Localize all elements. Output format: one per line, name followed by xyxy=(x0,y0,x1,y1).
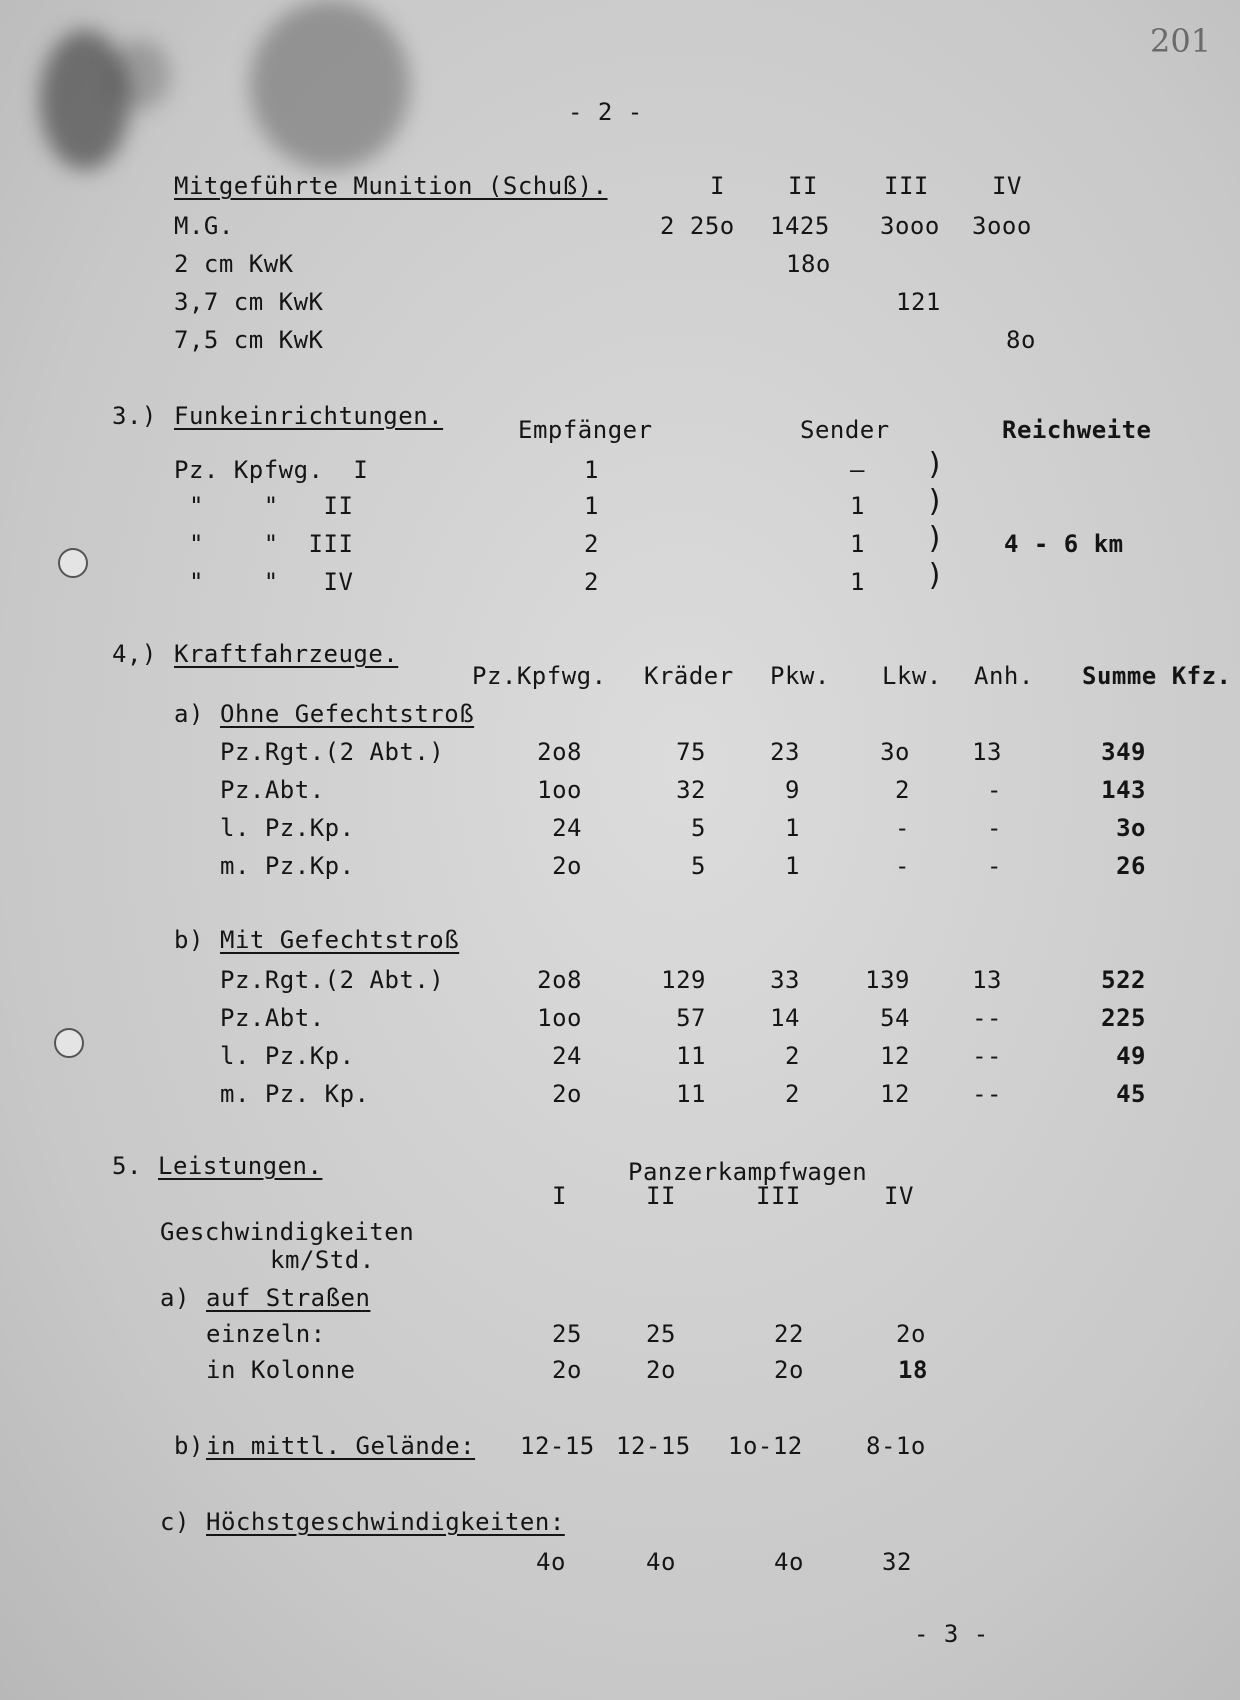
performance-col-header: III xyxy=(756,1182,801,1210)
radio-sender-count: 1 xyxy=(850,530,865,558)
vehicle-count-cell: 12 xyxy=(880,1080,910,1108)
ammo-value: 8o xyxy=(1006,326,1036,354)
vehicle-count-cell: 3o xyxy=(880,738,910,766)
vehicles-section-number: 4,) xyxy=(112,640,157,668)
performance-section-number: 5. xyxy=(112,1152,142,1180)
vehicle-count-cell: 1 xyxy=(785,814,800,842)
speed-a-title: auf Straßen xyxy=(206,1284,371,1312)
vehicle-count-cell: - xyxy=(987,852,1002,880)
vehicle-count-cell: 75 xyxy=(676,738,706,766)
speed-value: 8-1o xyxy=(866,1432,926,1460)
performance-title: Leistungen. xyxy=(158,1152,323,1180)
speed-row-label: in Kolonne xyxy=(206,1356,356,1384)
vehicle-count-cell: 45 xyxy=(1116,1080,1146,1108)
punch-hole xyxy=(54,1028,84,1058)
vehicles-title: Kraftfahrzeuge. xyxy=(174,640,399,668)
vehicles-header: Kräder xyxy=(644,662,734,690)
vehicle-count-cell: 14 xyxy=(770,1004,800,1032)
speed-c-label: c) xyxy=(160,1508,190,1536)
vehicle-count-cell: 23 xyxy=(770,738,800,766)
vehicle-count-cell: 349 xyxy=(1101,738,1146,766)
ammo-value: 2 25o xyxy=(660,212,735,240)
vehicle-count-cell: 3o xyxy=(1116,814,1146,842)
speed-value: 2o xyxy=(896,1320,926,1348)
radio-range-value: 4 - 6 km xyxy=(1004,530,1124,558)
vehicle-row-label: Pz.Rgt.(2 Abt.) xyxy=(220,738,445,766)
radio-row-label: " " IV xyxy=(174,568,354,596)
speed-value: 22 xyxy=(774,1320,804,1348)
vehicle-count-cell: 1oo xyxy=(537,776,582,804)
vehicle-count-cell: -- xyxy=(972,1042,1002,1070)
group-a-label: a) xyxy=(174,700,204,728)
radio-receiver-count: 1 xyxy=(584,492,599,520)
vehicle-row-label: l. Pz.Kp. xyxy=(220,814,355,842)
radio-brace: ) xyxy=(926,558,945,593)
radio-brace: ) xyxy=(926,521,945,556)
speed-label: Geschwindigkeiten xyxy=(160,1218,415,1246)
radio-row-label: " " III xyxy=(174,530,354,558)
radio-receiver-count: 2 xyxy=(584,530,599,558)
radio-brace: ) xyxy=(926,447,945,482)
speed-b-title: in mittl. Gelände: xyxy=(206,1432,476,1460)
vehicle-count-cell: - xyxy=(895,852,910,880)
vehicle-count-cell: 2 xyxy=(895,776,910,804)
speed-value: 18 xyxy=(898,1356,928,1384)
vehicle-count-cell: 2o xyxy=(552,1080,582,1108)
vehicle-count-cell: - xyxy=(987,776,1002,804)
performance-col-header: I xyxy=(552,1182,567,1210)
performance-col-header: IV xyxy=(884,1182,914,1210)
radio-header-range: Reichweite xyxy=(1002,416,1152,444)
vehicle-count-cell: 2 xyxy=(785,1042,800,1070)
radio-header-sender: Sender xyxy=(800,416,890,444)
group-a-title: Ohne Gefechtstroß xyxy=(220,700,475,728)
speed-value: 4o xyxy=(536,1548,566,1576)
punch-hole xyxy=(58,548,88,578)
vehicle-row-label: m. Pz. Kp. xyxy=(220,1080,370,1108)
vehicle-count-cell: - xyxy=(895,814,910,842)
archive-stamp-number: 201 xyxy=(1150,22,1212,60)
ammo-value: 3ooo xyxy=(972,212,1032,240)
vehicle-count-cell: -- xyxy=(972,1080,1002,1108)
ammo-col-header: III xyxy=(884,172,929,200)
vehicles-header: Summe Kfz. xyxy=(1082,662,1232,690)
vehicle-count-cell: 9 xyxy=(785,776,800,804)
radio-title: Funkeinrichtungen. xyxy=(174,402,444,430)
vehicle-row-label: Pz.Abt. xyxy=(220,1004,325,1032)
speed-value: 2o xyxy=(646,1356,676,1384)
ammo-title: Mitgeführte Munition (Schuß). xyxy=(174,172,608,200)
vehicle-row-label: m. Pz.Kp. xyxy=(220,852,355,880)
vehicles-header: Lkw. xyxy=(882,662,942,690)
vehicle-row-label: Pz.Rgt.(2 Abt.) xyxy=(220,966,445,994)
vehicle-count-cell: -- xyxy=(972,1004,1002,1032)
speed-value: 25 xyxy=(646,1320,676,1348)
page-number-top: - 2 - xyxy=(568,98,643,126)
page-number-bottom: - 3 - xyxy=(914,1620,989,1648)
vehicle-count-cell: 13 xyxy=(972,738,1002,766)
vehicle-count-cell: 57 xyxy=(676,1004,706,1032)
vehicle-count-cell: 5 xyxy=(691,852,706,880)
vehicle-count-cell: 24 xyxy=(552,1042,582,1070)
vehicles-header: Pkw. xyxy=(770,662,830,690)
ammo-row-label: 3,7 cm KwK xyxy=(174,288,324,316)
performance-col-header: II xyxy=(646,1182,676,1210)
radio-header-receiver: Empfänger xyxy=(518,416,653,444)
radio-sender-count: 1 xyxy=(850,568,865,596)
speed-value: 25 xyxy=(552,1320,582,1348)
performance-group-header: Panzerkampfwagen xyxy=(628,1158,868,1186)
vehicle-count-cell: 2o8 xyxy=(537,966,582,994)
group-b-label: b) xyxy=(174,926,204,954)
radio-receiver-count: 1 xyxy=(584,456,599,484)
speed-value: 4o xyxy=(774,1548,804,1576)
speed-c-title: Höchstgeschwindigkeiten: xyxy=(206,1508,565,1536)
speed-value: 2o xyxy=(552,1356,582,1384)
vehicle-count-cell: 225 xyxy=(1101,1004,1146,1032)
vehicle-count-cell: 1 xyxy=(785,852,800,880)
radio-sender-count: – xyxy=(850,456,865,484)
speed-row-label: einzeln: xyxy=(206,1320,326,1348)
vehicle-count-cell: 2 xyxy=(785,1080,800,1108)
speed-value: 1o-12 xyxy=(728,1432,803,1460)
vehicle-count-cell: 49 xyxy=(1116,1042,1146,1070)
vehicle-count-cell: 1oo xyxy=(537,1004,582,1032)
vehicle-row-label: l. Pz.Kp. xyxy=(220,1042,355,1070)
radio-receiver-count: 2 xyxy=(584,568,599,596)
vehicles-header: Anh. xyxy=(974,662,1034,690)
radio-row-label: " " II xyxy=(174,492,354,520)
speed-value: 12-15 xyxy=(520,1432,595,1460)
vehicle-count-cell: 11 xyxy=(676,1042,706,1070)
ink-stain xyxy=(250,0,410,170)
vehicles-header: Pz.Kpfwg. xyxy=(472,662,607,690)
speed-value: 2o xyxy=(774,1356,804,1384)
vehicle-count-cell: 129 xyxy=(661,966,706,994)
radio-row-label: Pz. Kpfwg. I xyxy=(174,456,369,484)
vehicle-count-cell: - xyxy=(987,814,1002,842)
vehicle-count-cell: 24 xyxy=(552,814,582,842)
vehicle-row-label: Pz.Abt. xyxy=(220,776,325,804)
ammo-value: 3ooo xyxy=(880,212,940,240)
vehicle-count-cell: 11 xyxy=(676,1080,706,1108)
vehicle-count-cell: 26 xyxy=(1116,852,1146,880)
ammo-col-header: IV xyxy=(992,172,1022,200)
vehicle-count-cell: 143 xyxy=(1101,776,1146,804)
speed-a-label: a) xyxy=(160,1284,190,1312)
speed-unit: km/Std. xyxy=(270,1246,375,1274)
ammo-value: 18o xyxy=(786,250,831,278)
vehicle-count-cell: 522 xyxy=(1101,966,1146,994)
vehicle-count-cell: 13 xyxy=(972,966,1002,994)
group-b-title: Mit Gefechtstroß xyxy=(220,926,460,954)
ammo-col-header: II xyxy=(788,172,818,200)
ammo-value: 121 xyxy=(896,288,941,316)
vehicle-count-cell: 2o8 xyxy=(537,738,582,766)
vehicle-count-cell: 5 xyxy=(691,814,706,842)
ammo-col-header: I xyxy=(710,172,725,200)
speed-value: 4o xyxy=(646,1548,676,1576)
ammo-row-label: M.G. xyxy=(174,212,234,240)
speed-b-label: b) xyxy=(174,1432,204,1460)
radio-brace: ) xyxy=(926,484,945,519)
vehicle-count-cell: 139 xyxy=(865,966,910,994)
radio-section-number: 3.) xyxy=(112,402,157,430)
ink-stain xyxy=(110,40,170,110)
vehicle-count-cell: 2o xyxy=(552,852,582,880)
vehicle-count-cell: 54 xyxy=(880,1004,910,1032)
speed-value: 32 xyxy=(882,1548,912,1576)
vehicle-count-cell: 12 xyxy=(880,1042,910,1070)
ammo-value: 1425 xyxy=(770,212,830,240)
vehicle-count-cell: 32 xyxy=(676,776,706,804)
radio-sender-count: 1 xyxy=(850,492,865,520)
speed-value: 12-15 xyxy=(616,1432,691,1460)
vehicle-count-cell: 33 xyxy=(770,966,800,994)
ammo-row-label: 2 cm KwK xyxy=(174,250,294,278)
ammo-row-label: 7,5 cm KwK xyxy=(174,326,324,354)
